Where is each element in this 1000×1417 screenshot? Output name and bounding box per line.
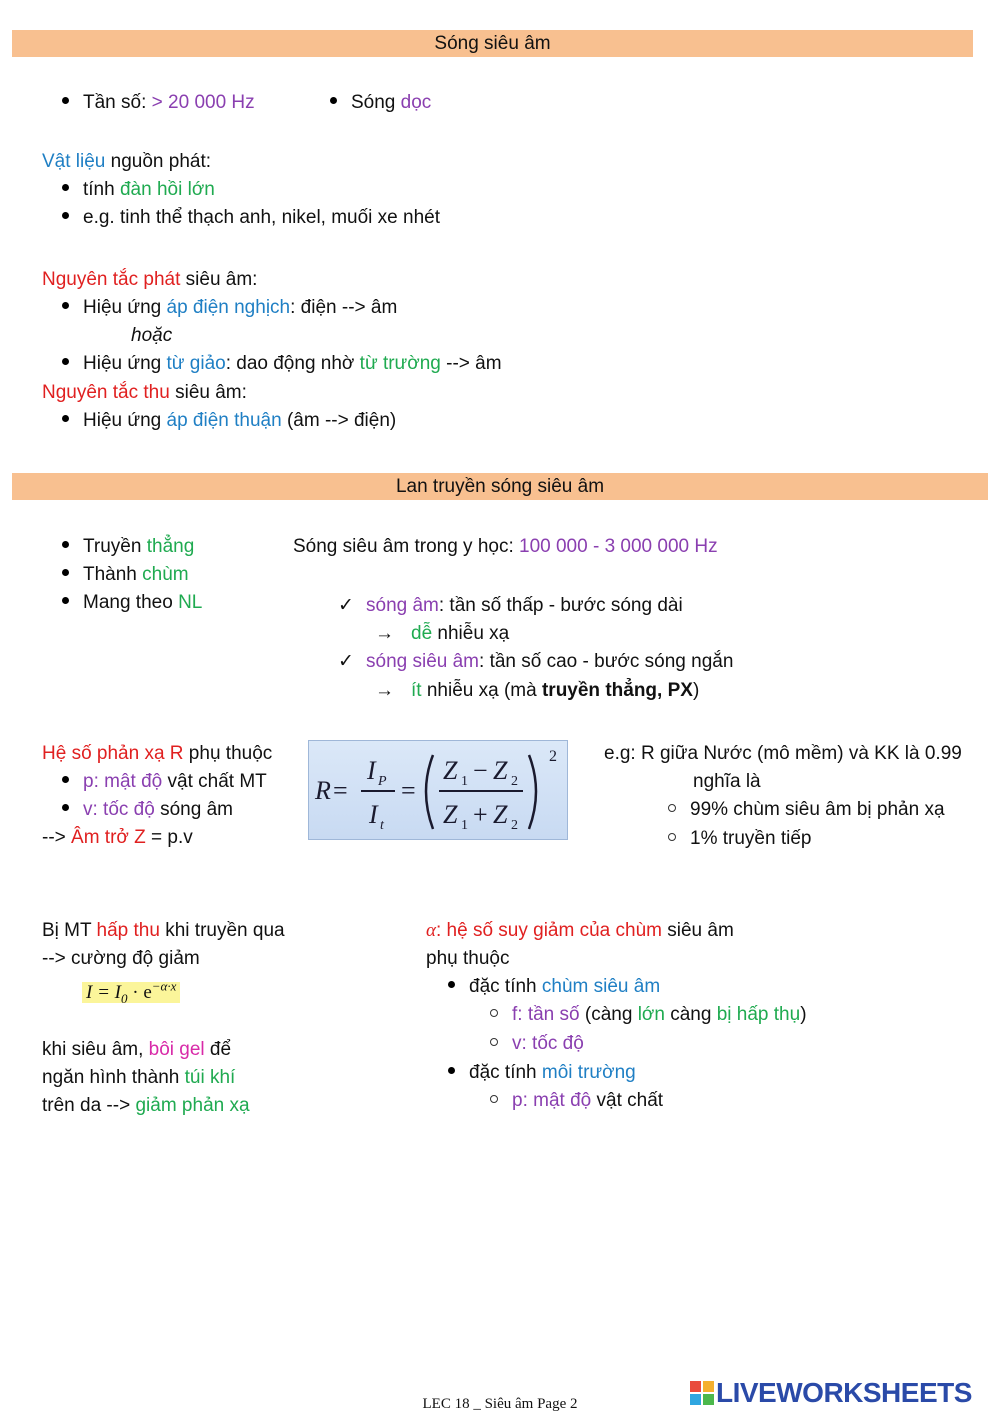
text: : tần số cao - bước sóng ngắn: [479, 651, 734, 672]
wave-value: dọc: [400, 92, 432, 113]
example-sub-2: [668, 825, 811, 853]
text: đặc tính: [469, 976, 542, 997]
svg-text:=: =: [401, 776, 416, 805]
emit-bullet-1: [62, 294, 397, 322]
keyword: v: tốc độ: [83, 799, 155, 820]
bullet-icon: [62, 415, 69, 422]
text: Mang theo: [83, 592, 179, 613]
keyword: giảm phản xạ: [135, 1095, 250, 1116]
text: đặc tính: [469, 1062, 542, 1083]
intensity-formula-highlight: $I = I_0 \cdot e^{-\alpha\cdot x}$: [82, 982, 180, 1003]
text: tính: [83, 179, 120, 200]
svg-text:t: t: [380, 818, 384, 833]
svg-text:=: =: [333, 776, 348, 805]
svg-text:I: I: [367, 756, 376, 785]
bullet-icon: [62, 776, 69, 783]
value: 100 000 - 3 000 000 Hz: [519, 536, 718, 557]
keyword: p: mật độ: [512, 1090, 592, 1111]
reflection-formula: [309, 741, 567, 839]
absorption-line-1: [42, 917, 285, 945]
wave-label: Sóng: [351, 92, 401, 113]
bullet-icon: [62, 569, 69, 576]
alpha-sub-2: [490, 1030, 584, 1058]
text: vật chất: [591, 1090, 664, 1111]
liveworksheets-logo-icon: [690, 1381, 714, 1405]
text: Truyền: [83, 536, 147, 557]
bullet-frequency: [62, 89, 255, 117]
alpha-heading: [426, 917, 734, 945]
svg-text:1: 1: [461, 818, 468, 833]
keyword: thẳng: [146, 536, 195, 557]
keyword: : hệ số suy giảm của chùm: [435, 920, 662, 941]
example-sub-1: [668, 796, 945, 824]
receive-heading: [42, 379, 247, 407]
reflection-formula-image: [308, 740, 568, 840]
keyword: từ giảo: [166, 353, 226, 374]
text: vật chất MT: [162, 771, 267, 792]
svg-text:R: R: [315, 776, 331, 805]
keyword: áp điện thuận: [166, 410, 282, 431]
keyword: chùm siêu âm: [541, 976, 661, 997]
page-footer: LEC 18 _ Siêu âm Page 2: [422, 1396, 578, 1412]
text: phụ thuộc: [183, 743, 273, 764]
keyword: v: tốc độ: [512, 1033, 584, 1054]
text: ngăn hình thành: [42, 1067, 185, 1088]
alpha-sub-1: [490, 1001, 807, 1029]
receive-text: siêu âm:: [169, 382, 247, 403]
liveworksheets-logo: [690, 1376, 972, 1410]
bullet-icon: [448, 981, 455, 988]
text: = p.v: [145, 827, 193, 848]
keyword: môi trường: [541, 1062, 636, 1083]
text: : điện --> âm: [290, 297, 398, 318]
gel-line-3: [42, 1092, 250, 1120]
text: 99% chùm siêu âm bị phản xạ: [690, 799, 945, 820]
material-bullet-2: [62, 204, 440, 232]
text: nhiễu xạ: [432, 623, 510, 644]
text: e.g. tinh thể thạch anh, nikel, muối xe nhét: [83, 207, 441, 228]
prop-bullet-1: [62, 533, 194, 561]
keyword: áp điện nghịch: [166, 297, 291, 318]
gel-line-1: [42, 1036, 231, 1064]
svg-text:2: 2: [549, 748, 557, 765]
text: Hiệu ứng: [83, 297, 167, 318]
check-icon: ✓: [338, 595, 354, 616]
material-text: nguồn phát:: [105, 151, 212, 172]
right-arrow-icon: →: [375, 680, 394, 701]
section-header-sieu-am: [12, 30, 973, 57]
keyword: bị hấp thụ: [716, 1004, 801, 1025]
reflection-heading: [42, 740, 272, 768]
reflection-bullet-2: [62, 796, 233, 824]
check-item-2: [338, 648, 733, 676]
bullet-wave-type: [330, 89, 431, 117]
text: ): [800, 1004, 807, 1025]
text: Bị MT: [42, 920, 97, 941]
reflection-bullet-1: [62, 768, 267, 796]
text: -->: [42, 827, 72, 848]
text: nhiễu xạ (mà: [421, 680, 542, 701]
text: Hiệu ứng: [83, 410, 167, 431]
keyword: Hệ số phản xạ R: [42, 743, 184, 764]
svg-text:Z: Z: [493, 800, 508, 829]
keyword: ít: [411, 680, 422, 701]
section-header-lan-truyen: [12, 473, 988, 500]
gel-line-2: [42, 1064, 235, 1092]
intensity-formula: [82, 973, 180, 1013]
keyword: NL: [178, 592, 203, 613]
medical-frequency: [293, 533, 718, 561]
circle-bullet-icon: [490, 1009, 498, 1017]
bullet-icon: [330, 97, 337, 104]
prop-bullet-3: [62, 589, 202, 617]
impedance-line: [42, 824, 193, 852]
text: sóng âm: [154, 799, 233, 820]
logo-text: LIVEWORKSHEETS: [716, 1377, 972, 1408]
svg-text:+: +: [473, 800, 488, 829]
keyword: sóng âm: [366, 595, 439, 616]
svg-text:−: −: [473, 756, 488, 785]
keyword: hấp thu: [96, 920, 160, 941]
keyword: bôi gel: [148, 1039, 205, 1060]
material-bullet-1: [62, 176, 215, 204]
bullet-icon: [62, 597, 69, 604]
text: càng: [664, 1004, 717, 1025]
text: khi siêu âm,: [42, 1039, 149, 1060]
receive-bullet-1: [62, 407, 396, 435]
receive-keyword: Nguyên tắc thu: [42, 382, 170, 403]
text: siêu âm: [661, 920, 734, 941]
keyword: đàn hồi lớn: [119, 179, 215, 200]
svg-text:P: P: [378, 774, 387, 789]
keyword: lớn: [637, 1004, 665, 1025]
material-keyword: Vật liệu: [42, 151, 106, 172]
svg-text:2: 2: [511, 774, 518, 789]
alpha-symbol: α: [426, 920, 436, 941]
keyword: từ trường: [359, 353, 441, 374]
emit-heading: [42, 266, 257, 294]
alpha-bullet-2: [448, 1059, 636, 1087]
svg-text:Z: Z: [443, 800, 458, 829]
bullet-icon: [448, 1067, 455, 1074]
emit-keyword: Nguyên tắc phát: [42, 269, 181, 290]
circle-bullet-icon: [490, 1038, 498, 1046]
bullet-icon: [62, 358, 69, 365]
section-title: Lan truyền sóng siêu âm: [395, 476, 605, 497]
bullet-icon: [62, 212, 69, 219]
text: Sóng siêu âm trong y học:: [293, 536, 520, 557]
keyword: sóng siêu âm: [366, 651, 480, 672]
bullet-icon: [62, 184, 69, 191]
text: : tần số thấp - bước sóng dài: [438, 595, 683, 616]
text: Hiệu ứng: [83, 353, 167, 374]
text: Thành: [83, 564, 143, 585]
freq-value: > 20 000 Hz: [151, 92, 255, 113]
emit-text: siêu âm:: [180, 269, 258, 290]
svg-text:Z: Z: [493, 756, 508, 785]
or-text: hoặc: [131, 325, 173, 346]
svg-text:1: 1: [461, 774, 468, 789]
text: ): [692, 680, 700, 701]
prop-bullet-2: [62, 561, 189, 589]
bold-text: truyền thẳng, PX: [541, 680, 693, 701]
material-heading: [42, 148, 211, 176]
keyword: Âm trở Z: [71, 827, 146, 848]
bullet-icon: [62, 804, 69, 811]
arrow-item-1: [375, 620, 509, 648]
text: --> âm: [440, 353, 502, 374]
bullet-icon: [62, 302, 69, 309]
example-line: e.g: R giữa Nước (mô mềm) và KK là 0.99: [604, 743, 962, 764]
text: (âm --> điện): [281, 410, 397, 431]
keyword: dễ: [411, 623, 433, 644]
svg-text:I: I: [369, 800, 378, 829]
alpha-bullet-1: [448, 973, 660, 1001]
svg-text:2: 2: [511, 818, 518, 833]
freq-label: Tần số:: [83, 92, 152, 113]
alpha-depends: phụ thuộc: [426, 948, 510, 969]
svg-text:Z: Z: [443, 756, 458, 785]
emit-bullet-2: [62, 350, 502, 378]
example-meaning: nghĩa là: [693, 771, 761, 792]
right-arrow-icon: →: [375, 623, 394, 644]
keyword: p: mật độ: [83, 771, 163, 792]
bullet-icon: [62, 541, 69, 548]
text: khi truyền qua: [159, 920, 285, 941]
arrow-item-2: [375, 677, 699, 705]
bullet-icon: [62, 97, 69, 104]
circle-bullet-icon: [668, 833, 676, 841]
text: (càng: [579, 1004, 638, 1025]
text: trên da -->: [42, 1095, 136, 1116]
alpha-sub-3: [490, 1087, 663, 1115]
keyword: túi khí: [184, 1067, 236, 1088]
check-item-1: [338, 592, 683, 620]
circle-bullet-icon: [668, 804, 676, 812]
keyword: f: tần số: [512, 1004, 580, 1025]
text: : dao động nhờ: [225, 353, 360, 374]
circle-bullet-icon: [490, 1095, 498, 1103]
check-icon: ✓: [338, 651, 354, 672]
text: để: [204, 1039, 232, 1060]
text: 1% truyền tiếp: [690, 828, 812, 849]
keyword: chùm: [142, 564, 189, 585]
absorption-line-2: --> cường độ giảm: [42, 948, 200, 969]
section-title: Sóng siêu âm: [434, 33, 551, 54]
